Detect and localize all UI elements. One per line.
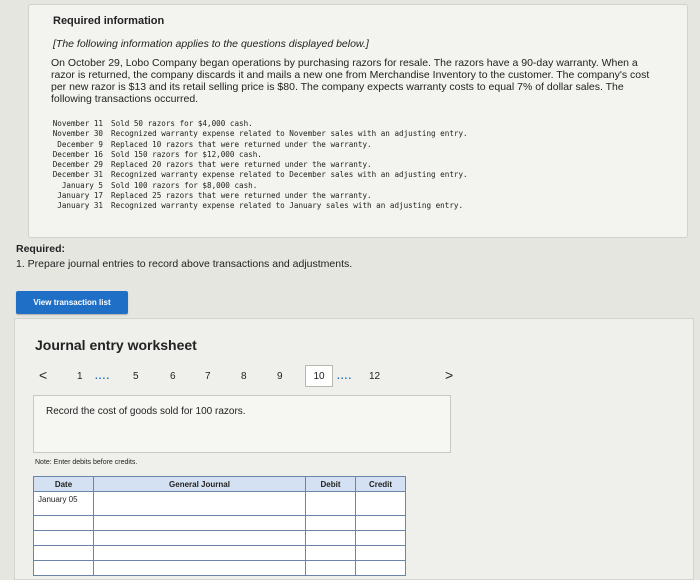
transaction-row: December 9 Replaced 10 razors that were returned under the warranty. [57, 139, 372, 149]
page-1[interactable]: 1 [77, 371, 83, 382]
page-8[interactable]: 8 [241, 371, 247, 382]
general-journal-table [33, 476, 406, 576]
account-cell[interactable] [94, 531, 306, 546]
view-transaction-list-button[interactable]: View transaction list [16, 291, 128, 314]
page-10-current[interactable]: 10 [305, 365, 333, 387]
page-7[interactable]: 7 [205, 371, 211, 382]
note-text: Note: Enter debits before credits. [35, 459, 138, 466]
debit-cell[interactable] [306, 516, 356, 531]
debit-cell[interactable] [306, 492, 356, 516]
debit-cell[interactable] [306, 531, 356, 546]
date-header: Date [34, 477, 94, 492]
account-cell[interactable] [94, 516, 306, 531]
table-row [34, 492, 406, 516]
page-6[interactable]: 6 [170, 371, 176, 382]
transaction-list [49, 119, 468, 212]
credit-cell[interactable] [356, 561, 406, 576]
date-cell [34, 546, 94, 561]
page-ellipsis[interactable]: .... [95, 371, 111, 382]
general-journal-header: General Journal [94, 477, 306, 492]
date-cell [34, 516, 94, 531]
page-ellipsis[interactable]: .... [337, 371, 353, 382]
account-cell[interactable] [94, 561, 306, 576]
info-paragraph: On October 29, Lobo Company began operations by purchasing razors for resale. The razors have a 90-day warranty. When a razor is returned, the company discards it and mails a new one from Merchandise Inventory to the customer. The company's cost per new razor is $13 and its retail selling price is $80. The company expects warranty costs to equal 7% of dollar sales. The following transactions occurred. [51, 57, 650, 105]
account-cell[interactable] [94, 492, 306, 516]
worksheet-pager [15, 365, 695, 391]
transaction-row: December 29 Replaced 20 razors that were returned under the warranty. [52, 160, 372, 170]
credit-cell[interactable] [356, 531, 406, 546]
table-row [34, 561, 406, 576]
debit-cell[interactable] [306, 561, 356, 576]
transaction-row: January 17 Replaced 25 razors that were returned under the warranty. [57, 191, 372, 201]
debit-header: Debit [306, 477, 356, 492]
credit-header: Credit [356, 477, 406, 492]
account-cell[interactable] [94, 546, 306, 561]
transaction-row: January 31 Recognized warranty expense related to January sales with an adjusting entry. [57, 201, 464, 211]
credit-cell[interactable] [356, 516, 406, 531]
transaction-row: December 16 Sold 150 razors for $12,000 cash. [52, 149, 262, 159]
transaction-row: November 30 Recognized warranty expense related to November sales with an adjusting entry. [52, 129, 468, 139]
info-title: Required information [53, 15, 165, 27]
transaction-row: November 11 Sold 50 razors for $4,000 cash. [52, 119, 253, 128]
required-heading: Required: [16, 243, 66, 255]
prev-page-button[interactable]: < [39, 367, 48, 383]
date-cell: January 05 [34, 492, 94, 516]
table-row [34, 531, 406, 546]
prompt-text: Record the cost of goods sold for 100 razors. [46, 406, 246, 417]
date-cell [34, 561, 94, 576]
credit-cell[interactable] [356, 492, 406, 516]
required-information-panel [28, 4, 688, 238]
table-row [34, 546, 406, 561]
debit-cell[interactable] [306, 546, 356, 561]
page-5[interactable]: 5 [133, 371, 139, 382]
worksheet-title: Journal entry worksheet [35, 337, 197, 353]
transaction-row: January 5 Sold 100 razors for $8,000 cash. [61, 180, 258, 190]
page-9[interactable]: 9 [277, 371, 283, 382]
next-page-button[interactable]: > [445, 367, 454, 383]
credit-cell[interactable] [356, 546, 406, 561]
prompt-box [33, 395, 451, 453]
journal-entry-worksheet [14, 318, 694, 580]
page-12[interactable]: 12 [369, 371, 381, 382]
info-subtitle: [The following information applies to the questions displayed below.] [53, 38, 369, 50]
transaction-row: December 31 Recognized warranty expense related to December sales with an adjusting entry. [52, 170, 468, 180]
required-item-1: 1. Prepare journal entries to record above transactions and adjustments. [16, 258, 353, 270]
date-cell [34, 531, 94, 546]
table-row [34, 516, 406, 531]
